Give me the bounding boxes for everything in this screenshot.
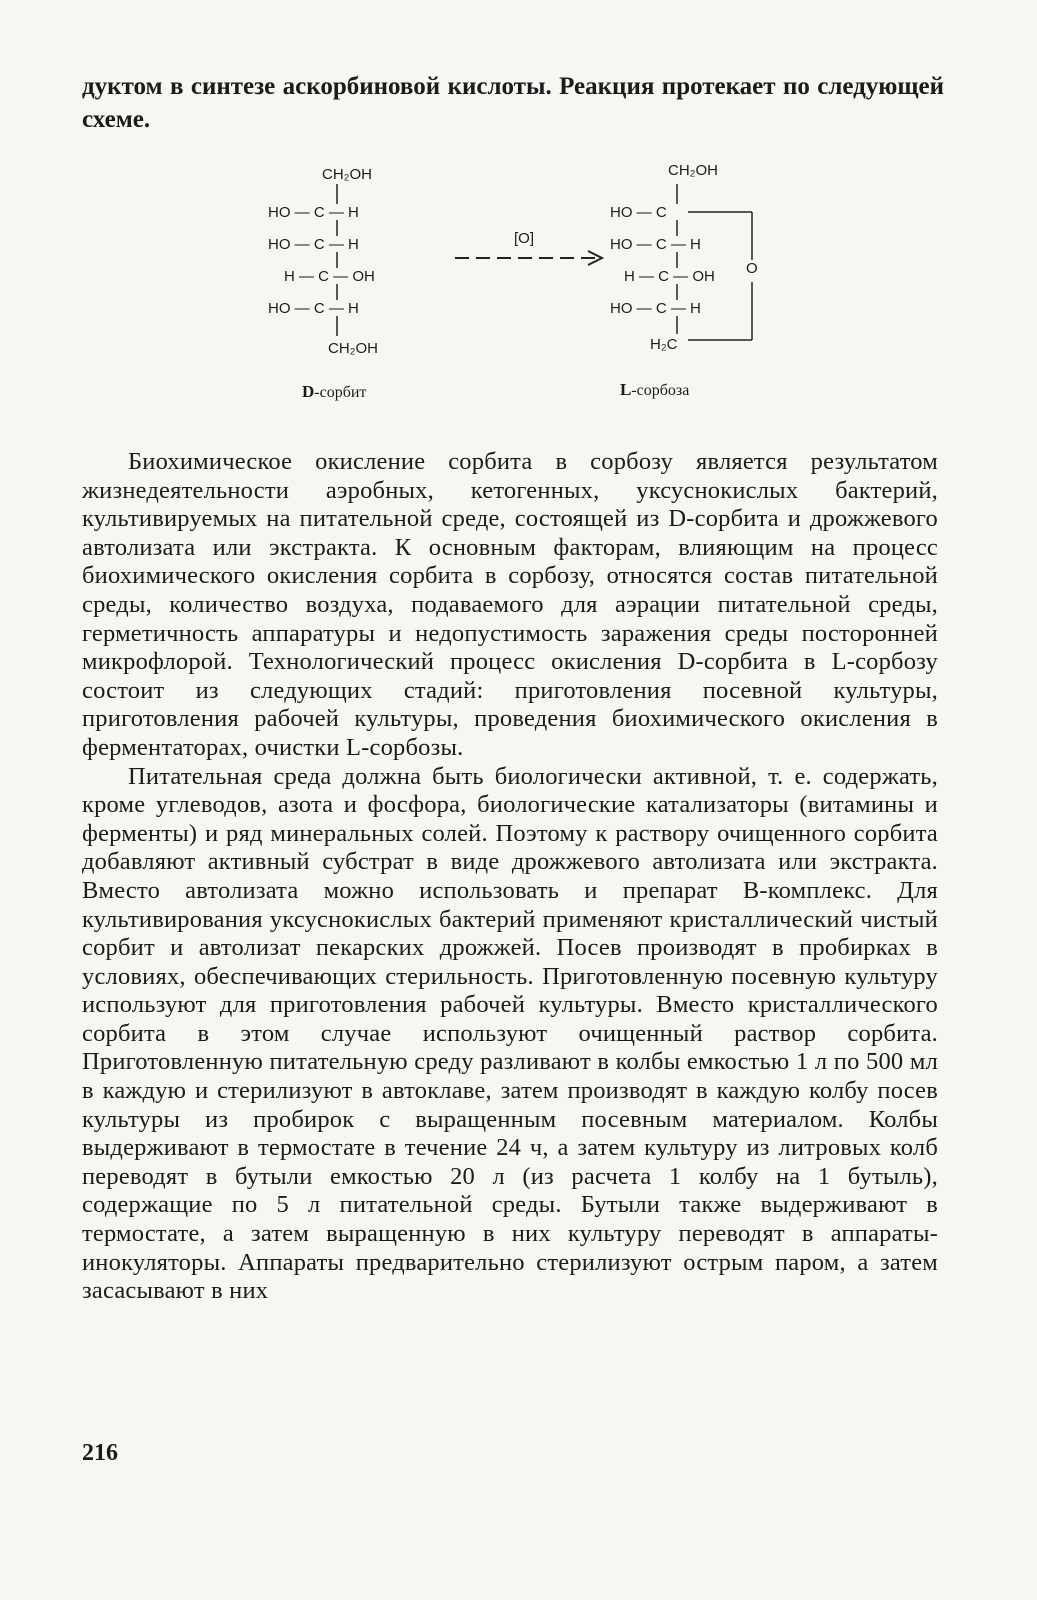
right-h2c-bottom: H₂C [650, 336, 678, 353]
right-row-4: HO — C — H [610, 300, 701, 317]
left-caption [302, 382, 366, 402]
right-ring-oxygen: O [746, 260, 758, 277]
right-caption-letter: L [620, 380, 632, 399]
left-ch2oh-top: CH₂OH [322, 166, 372, 183]
left-caption-letter: D [302, 382, 315, 401]
left-row-1: HO — C — H [268, 204, 359, 221]
paragraph-1: Биохимическое окисление сорбита в сорбозу является результатом жизнедеятельности аэробных, кетогенных, уксуснокислых бактерий, культивируемых на питательной среде, состоящей из D-сорбита и дрожжевого автолизата или экстракта. К основным факторам, влияющим на процесс биохимического окисления сорбита в сорбозу, относятся состав питательной среды, количество воздуха, подаваемого для аэрации питательной среды, герметичность аппаратуры и недопустимость заражения среды посторонней микрофлорой. Технологический процесс окисления D-сорбита в L-сорбозу состоит из следующих стадий: приготовления посевной культуры, приготовления рабочей культуры, проведения биохимического окисления в ферментаторах, очистки L-сорбозы. [82, 448, 938, 761]
paragraph-2: Питательная среда должна быть биологически активной, т. е. содержать, кроме углеводов, азота и фосфора, биологические катализаторы (витамины и ферменты) и ряд минеральных солей. Поэтому к раствору очищенного сорбита добавляют активный субстрат в виде дрожжевого автолизата или экстракта. Вместо автолизата можно использовать и препарат В-комплекс. Для культивирования уксуснокислых бактерий применяют кристаллический чистый сорбит и автолизат пекарских дрожжей. Посев производят в пробирках в условиях, обеспечивающих стерильность. Приготовленную посевную культуру используют для приготовления рабочей культуры. Вместо кристаллического сорбита в этом случае используют очищенный раствор сорбита. Приготовленную питательную среду разливают в колбы емкостью 1 л по 500 мл в каждую и стерилизуют в автоклаве, затем производят в каждую колбу посев культуры из пробирок с выращенным посевным материалом. Колбы выдерживают в термостате в течение 24 ч, а затем культуру из литровых колб переводят в бутыли емкостью 20 л (из расчета 1 колбу на 1 бутыль), содержащие по 5 л питательной среды. Бутыли также выдерживают в термостате, а затем выращенную в них культуру переводят в аппараты-инокуляторы. Аппараты предварительно стерилизуют острым паром, а затем засасывают в них [82, 762, 938, 1305]
left-row-3: H — C — OH [284, 268, 375, 285]
right-row-2: HO — C — H [610, 236, 701, 253]
right-row-1: HO — C [610, 204, 667, 221]
right-row-3: H — C — OH [624, 268, 715, 285]
page-number: 216 [82, 1440, 118, 1466]
scheme-bonds [240, 160, 800, 410]
left-row-2: HO — C — H [268, 236, 359, 253]
left-row-4: HO — C — H [268, 300, 359, 317]
body-text [82, 448, 938, 1306]
right-caption-name: -сорбоза [631, 382, 690, 399]
intro-text: дуктом в синтезе аскорбиновой кислоты. Реакция протекает по следующей схеме. [82, 73, 944, 133]
reaction-scheme [240, 160, 800, 410]
right-ch2oh-top: CH₂OH [668, 162, 718, 179]
left-caption-name: -сорбит [314, 384, 367, 401]
left-ch2oh-bottom: CH₂OH [328, 340, 378, 357]
arrow-oxidation-label: [O] [514, 230, 535, 247]
right-caption [620, 380, 689, 400]
